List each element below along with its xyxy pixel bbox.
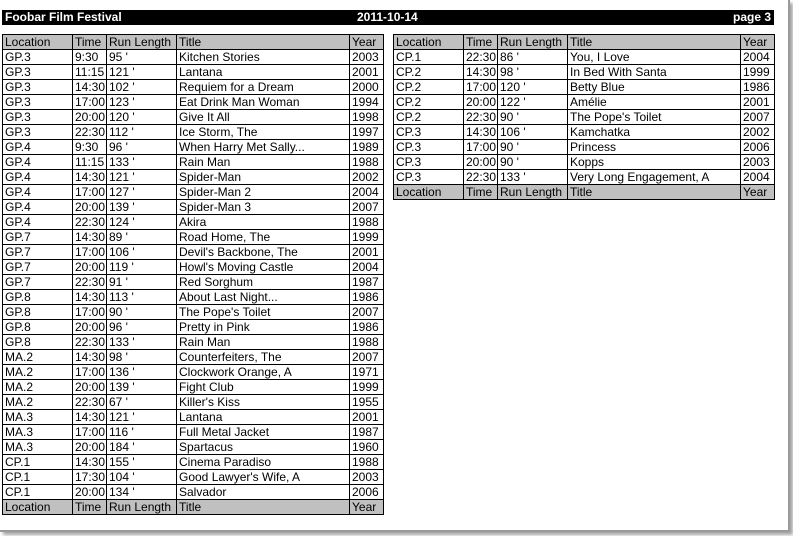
cell-time: 20:00 xyxy=(73,485,107,500)
table-row xyxy=(3,455,384,470)
cell-year: 2000 xyxy=(350,80,384,95)
cell-location: GP.7 xyxy=(3,275,73,290)
column-header-title: Title xyxy=(177,35,350,50)
cell-year: 2004 xyxy=(350,185,384,200)
column-footer-run-length: Run Length xyxy=(498,185,568,200)
cell-year: 2001 xyxy=(350,410,384,425)
cell-title: Eat Drink Man Woman xyxy=(177,95,350,110)
cell-location: GP.8 xyxy=(3,320,73,335)
cell-title: Spider-Man 3 xyxy=(177,200,350,215)
cell-title: Howl's Moving Castle xyxy=(177,260,350,275)
cell-run-length: 133 ' xyxy=(107,155,177,170)
cell-year: 2004 xyxy=(741,170,775,185)
column-footer-location: Location xyxy=(394,185,464,200)
cell-run-length: 113 ' xyxy=(107,290,177,305)
cell-location: GP.4 xyxy=(3,140,73,155)
cell-title: Lantana xyxy=(177,410,350,425)
cell-year: 1960 xyxy=(350,440,384,455)
cell-year: 1987 xyxy=(350,275,384,290)
cell-year: 1997 xyxy=(350,125,384,140)
cell-year: 1999 xyxy=(350,230,384,245)
cell-time: 20:00 xyxy=(73,440,107,455)
table-header-row xyxy=(394,35,775,50)
cell-location: GP.7 xyxy=(3,260,73,275)
cell-run-length: 89 ' xyxy=(107,230,177,245)
cell-time: 11:15 xyxy=(73,65,107,80)
report-date: 2011-10-14 xyxy=(357,10,418,24)
cell-run-length: 104 ' xyxy=(107,470,177,485)
table-header-row xyxy=(3,35,384,50)
table-row xyxy=(3,80,384,95)
cell-title: The Pope's Toilet xyxy=(177,305,350,320)
table-row xyxy=(3,320,384,335)
cell-title: Devil's Backbone, The xyxy=(177,245,350,260)
cell-run-length: 90 ' xyxy=(498,110,568,125)
cell-location: GP.4 xyxy=(3,185,73,200)
cell-run-length: 86 ' xyxy=(498,50,568,65)
cell-time: 14:30 xyxy=(73,230,107,245)
cell-run-length: 112 ' xyxy=(107,125,177,140)
table-row xyxy=(3,215,384,230)
table-row xyxy=(3,50,384,65)
cell-location: GP.4 xyxy=(3,155,73,170)
table-row xyxy=(394,50,775,65)
table-row xyxy=(3,275,384,290)
table-row xyxy=(3,335,384,350)
cell-location: CP.2 xyxy=(394,65,464,80)
cell-time: 17:00 xyxy=(73,95,107,110)
cell-title: Cinema Paradiso xyxy=(177,455,350,470)
cell-run-length: 155 ' xyxy=(107,455,177,470)
cell-title: In Bed With Santa xyxy=(568,65,741,80)
cell-title: Spider-Man xyxy=(177,170,350,185)
cell-year: 1971 xyxy=(350,365,384,380)
table-row xyxy=(3,125,384,140)
cell-year: 2004 xyxy=(741,50,775,65)
cell-title: Very Long Engagement, A xyxy=(568,170,741,185)
cell-run-length: 127 ' xyxy=(107,185,177,200)
table-row xyxy=(3,200,384,215)
cell-title: Give It All xyxy=(177,110,350,125)
cell-year: 2003 xyxy=(350,50,384,65)
cell-location: CP.3 xyxy=(394,155,464,170)
table-row xyxy=(394,95,775,110)
cell-time: 17:00 xyxy=(464,80,498,95)
cell-title: Lantana xyxy=(177,65,350,80)
cell-run-length: 121 ' xyxy=(107,65,177,80)
cell-location: GP.3 xyxy=(3,65,73,80)
cell-run-length: 134 ' xyxy=(107,485,177,500)
column-footer-year: Year xyxy=(350,500,384,515)
cell-run-length: 184 ' xyxy=(107,440,177,455)
cell-time: 22:30 xyxy=(73,275,107,290)
cell-year: 2002 xyxy=(741,125,775,140)
table-row xyxy=(394,170,775,185)
cell-title: When Harry Met Sally... xyxy=(177,140,350,155)
cell-location: CP.2 xyxy=(394,95,464,110)
table-row xyxy=(394,140,775,155)
cell-location: GP.8 xyxy=(3,290,73,305)
cell-time: 20:00 xyxy=(464,155,498,170)
cell-year: 1987 xyxy=(350,425,384,440)
column-footer-time: Time xyxy=(73,500,107,515)
cell-location: GP.3 xyxy=(3,80,73,95)
cell-year: 2001 xyxy=(741,95,775,110)
cell-location: CP.3 xyxy=(394,125,464,140)
table-row xyxy=(3,395,384,410)
table-row xyxy=(3,440,384,455)
cell-title: Ice Storm, The xyxy=(177,125,350,140)
table-row xyxy=(3,305,384,320)
cell-time: 14:30 xyxy=(73,170,107,185)
cell-time: 20:00 xyxy=(73,260,107,275)
cell-time: 17:30 xyxy=(73,470,107,485)
cell-year: 2002 xyxy=(350,170,384,185)
cell-time: 17:00 xyxy=(73,305,107,320)
column-header-time: Time xyxy=(464,35,498,50)
cell-time: 20:00 xyxy=(73,380,107,395)
cell-title: Kamchatka xyxy=(568,125,741,140)
column-footer-title: Title xyxy=(177,500,350,515)
table-row xyxy=(3,140,384,155)
table-row xyxy=(3,380,384,395)
cell-time: 9:30 xyxy=(73,140,107,155)
cell-run-length: 133 ' xyxy=(498,170,568,185)
table-row xyxy=(3,485,384,500)
cell-time: 14:30 xyxy=(73,410,107,425)
table-row xyxy=(394,65,775,80)
cell-run-length: 116 ' xyxy=(107,425,177,440)
cell-location: GP.4 xyxy=(3,200,73,215)
cell-run-length: 96 ' xyxy=(107,320,177,335)
cell-run-length: 123 ' xyxy=(107,95,177,110)
column-header-location: Location xyxy=(394,35,464,50)
cell-time: 22:30 xyxy=(73,335,107,350)
cell-run-length: 98 ' xyxy=(498,65,568,80)
column-footer-location: Location xyxy=(3,500,73,515)
cell-location: GP.7 xyxy=(3,245,73,260)
cell-year: 1988 xyxy=(350,335,384,350)
cell-title: Princess xyxy=(568,140,741,155)
cell-title: Full Metal Jacket xyxy=(177,425,350,440)
cell-time: 22:30 xyxy=(464,50,498,65)
cell-title: Kopps xyxy=(568,155,741,170)
column-header-run-length: Run Length xyxy=(107,35,177,50)
cell-title: The Pope's Toilet xyxy=(568,110,741,125)
cell-time: 22:30 xyxy=(73,395,107,410)
cell-year: 2006 xyxy=(741,140,775,155)
column-footer-title: Title xyxy=(568,185,741,200)
cell-run-length: 95 ' xyxy=(107,50,177,65)
table-row xyxy=(3,230,384,245)
cell-location: MA.2 xyxy=(3,395,73,410)
cell-year: 2004 xyxy=(350,260,384,275)
cell-time: 20:00 xyxy=(464,95,498,110)
cell-location: GP.8 xyxy=(3,335,73,350)
table-row xyxy=(394,155,775,170)
cell-year: 1988 xyxy=(350,155,384,170)
cell-location: CP.3 xyxy=(394,140,464,155)
cell-title: Rain Man xyxy=(177,155,350,170)
cell-location: GP.4 xyxy=(3,215,73,230)
cell-run-length: 91 ' xyxy=(107,275,177,290)
cell-year: 1994 xyxy=(350,95,384,110)
cell-title: About Last Night... xyxy=(177,290,350,305)
cell-year: 1999 xyxy=(350,380,384,395)
cell-location: CP.2 xyxy=(394,80,464,95)
cell-year: 1988 xyxy=(350,455,384,470)
cell-title: Requiem for a Dream xyxy=(177,80,350,95)
cell-time: 17:00 xyxy=(464,140,498,155)
cell-run-length: 122 ' xyxy=(498,95,568,110)
cell-time: 14:30 xyxy=(464,125,498,140)
cell-time: 22:30 xyxy=(464,110,498,125)
table-row xyxy=(3,155,384,170)
table-row xyxy=(394,110,775,125)
cell-location: GP.4 xyxy=(3,170,73,185)
page-number: page 3 xyxy=(732,10,771,24)
table-row xyxy=(3,185,384,200)
cell-run-length: 102 ' xyxy=(107,80,177,95)
column-header-year: Year xyxy=(741,35,775,50)
table-row xyxy=(3,245,384,260)
festival-name: Foobar Film Festival xyxy=(5,10,122,24)
cell-title: Good Lawyer's Wife, A xyxy=(177,470,350,485)
cell-year: 2003 xyxy=(741,155,775,170)
cell-title: Spider-Man 2 xyxy=(177,185,350,200)
cell-location: CP.1 xyxy=(3,485,73,500)
cell-time: 22:30 xyxy=(73,125,107,140)
cell-title: Counterfeiters, The xyxy=(177,350,350,365)
column-footer-year: Year xyxy=(741,185,775,200)
cell-time: 14:30 xyxy=(73,455,107,470)
cell-title: Akira xyxy=(177,215,350,230)
cell-year: 1998 xyxy=(350,110,384,125)
cell-time: 9:30 xyxy=(73,50,107,65)
cell-year: 1988 xyxy=(350,215,384,230)
cell-run-length: 124 ' xyxy=(107,215,177,230)
table-footer-row xyxy=(3,500,384,515)
cell-year: 1986 xyxy=(350,290,384,305)
column-header-location: Location xyxy=(3,35,73,50)
table-row xyxy=(3,170,384,185)
cell-time: 14:30 xyxy=(73,350,107,365)
cell-year: 2003 xyxy=(350,470,384,485)
cell-time: 20:00 xyxy=(73,200,107,215)
table-row xyxy=(3,350,384,365)
table-row xyxy=(3,425,384,440)
cell-time: 22:30 xyxy=(73,215,107,230)
cell-time: 11:15 xyxy=(73,155,107,170)
cell-title: Clockwork Orange, A xyxy=(177,365,350,380)
cell-year: 1989 xyxy=(350,140,384,155)
cell-title: Kitchen Stories xyxy=(177,50,350,65)
cell-title: Rain Man xyxy=(177,335,350,350)
table-row xyxy=(394,125,775,140)
schedule-body-left xyxy=(3,50,384,500)
cell-year: 1986 xyxy=(350,320,384,335)
cell-year: 2007 xyxy=(350,305,384,320)
cell-location: GP.3 xyxy=(3,110,73,125)
cell-run-length: 98 ' xyxy=(107,350,177,365)
schedule-table-left xyxy=(2,34,384,515)
cell-run-length: 120 ' xyxy=(498,80,568,95)
table-row xyxy=(3,290,384,305)
cell-location: GP.3 xyxy=(3,95,73,110)
cell-run-length: 121 ' xyxy=(107,170,177,185)
cell-location: MA.2 xyxy=(3,365,73,380)
table-row xyxy=(3,95,384,110)
cell-location: CP.1 xyxy=(394,50,464,65)
cell-run-length: 90 ' xyxy=(498,140,568,155)
cell-time: 17:00 xyxy=(73,365,107,380)
cell-location: CP.1 xyxy=(3,470,73,485)
cell-time: 20:00 xyxy=(73,110,107,125)
cell-location: MA.3 xyxy=(3,440,73,455)
column-footer-run-length: Run Length xyxy=(107,500,177,515)
cell-year: 2006 xyxy=(350,485,384,500)
table-row xyxy=(3,65,384,80)
cell-location: MA.2 xyxy=(3,350,73,365)
cell-location: GP.3 xyxy=(3,50,73,65)
cell-run-length: 133 ' xyxy=(107,335,177,350)
table-row xyxy=(3,365,384,380)
cell-run-length: 120 ' xyxy=(107,110,177,125)
cell-time: 14:30 xyxy=(73,80,107,95)
cell-title: Fight Club xyxy=(177,380,350,395)
cell-title: Road Home, The xyxy=(177,230,350,245)
cell-run-length: 119 ' xyxy=(107,260,177,275)
cell-run-length: 136 ' xyxy=(107,365,177,380)
cell-location: MA.3 xyxy=(3,410,73,425)
table-row xyxy=(3,260,384,275)
cell-run-length: 90 ' xyxy=(107,305,177,320)
cell-title: Amélie xyxy=(568,95,741,110)
column-header-time: Time xyxy=(73,35,107,50)
cell-time: 20:00 xyxy=(73,320,107,335)
table-row xyxy=(394,80,775,95)
cell-run-length: 96 ' xyxy=(107,140,177,155)
table-footer-row xyxy=(394,185,775,200)
cell-location: GP.8 xyxy=(3,305,73,320)
table-row xyxy=(3,410,384,425)
cell-run-length: 106 ' xyxy=(498,125,568,140)
table-row xyxy=(3,470,384,485)
cell-title: Betty Blue xyxy=(568,80,741,95)
cell-location: GP.3 xyxy=(3,125,73,140)
cell-year: 2001 xyxy=(350,65,384,80)
cell-location: CP.2 xyxy=(394,110,464,125)
cell-run-length: 139 ' xyxy=(107,380,177,395)
cell-time: 14:30 xyxy=(464,65,498,80)
cell-time: 22:30 xyxy=(464,170,498,185)
column-header-title: Title xyxy=(568,35,741,50)
cell-title: Pretty in Pink xyxy=(177,320,350,335)
cell-run-length: 67 ' xyxy=(107,395,177,410)
cell-title: Salvador xyxy=(177,485,350,500)
cell-year: 1999 xyxy=(741,65,775,80)
schedule-body-right xyxy=(394,50,775,185)
cell-year: 2001 xyxy=(350,245,384,260)
cell-year: 2007 xyxy=(741,110,775,125)
cell-title: You, I Love xyxy=(568,50,741,65)
cell-run-length: 90 ' xyxy=(498,155,568,170)
table-row xyxy=(3,110,384,125)
cell-title: Red Sorghum xyxy=(177,275,350,290)
cell-time: 17:00 xyxy=(73,185,107,200)
cell-year: 1986 xyxy=(741,80,775,95)
cell-location: MA.2 xyxy=(3,380,73,395)
column-footer-time: Time xyxy=(464,185,498,200)
cell-time: 17:00 xyxy=(73,245,107,260)
schedule-table-right xyxy=(393,34,775,200)
report-header xyxy=(2,10,774,25)
cell-location: CP.3 xyxy=(394,170,464,185)
column-header-run-length: Run Length xyxy=(498,35,568,50)
cell-year: 1955 xyxy=(350,395,384,410)
cell-location: GP.7 xyxy=(3,230,73,245)
cell-year: 2007 xyxy=(350,350,384,365)
cell-title: Killer's Kiss xyxy=(177,395,350,410)
cell-year: 2007 xyxy=(350,200,384,215)
cell-location: CP.1 xyxy=(3,455,73,470)
cell-time: 17:00 xyxy=(73,425,107,440)
cell-run-length: 121 ' xyxy=(107,410,177,425)
cell-run-length: 106 ' xyxy=(107,245,177,260)
cell-time: 14:30 xyxy=(73,290,107,305)
cell-location: MA.3 xyxy=(3,425,73,440)
column-header-year: Year xyxy=(350,35,384,50)
cell-title: Spartacus xyxy=(177,440,350,455)
cell-run-length: 139 ' xyxy=(107,200,177,215)
